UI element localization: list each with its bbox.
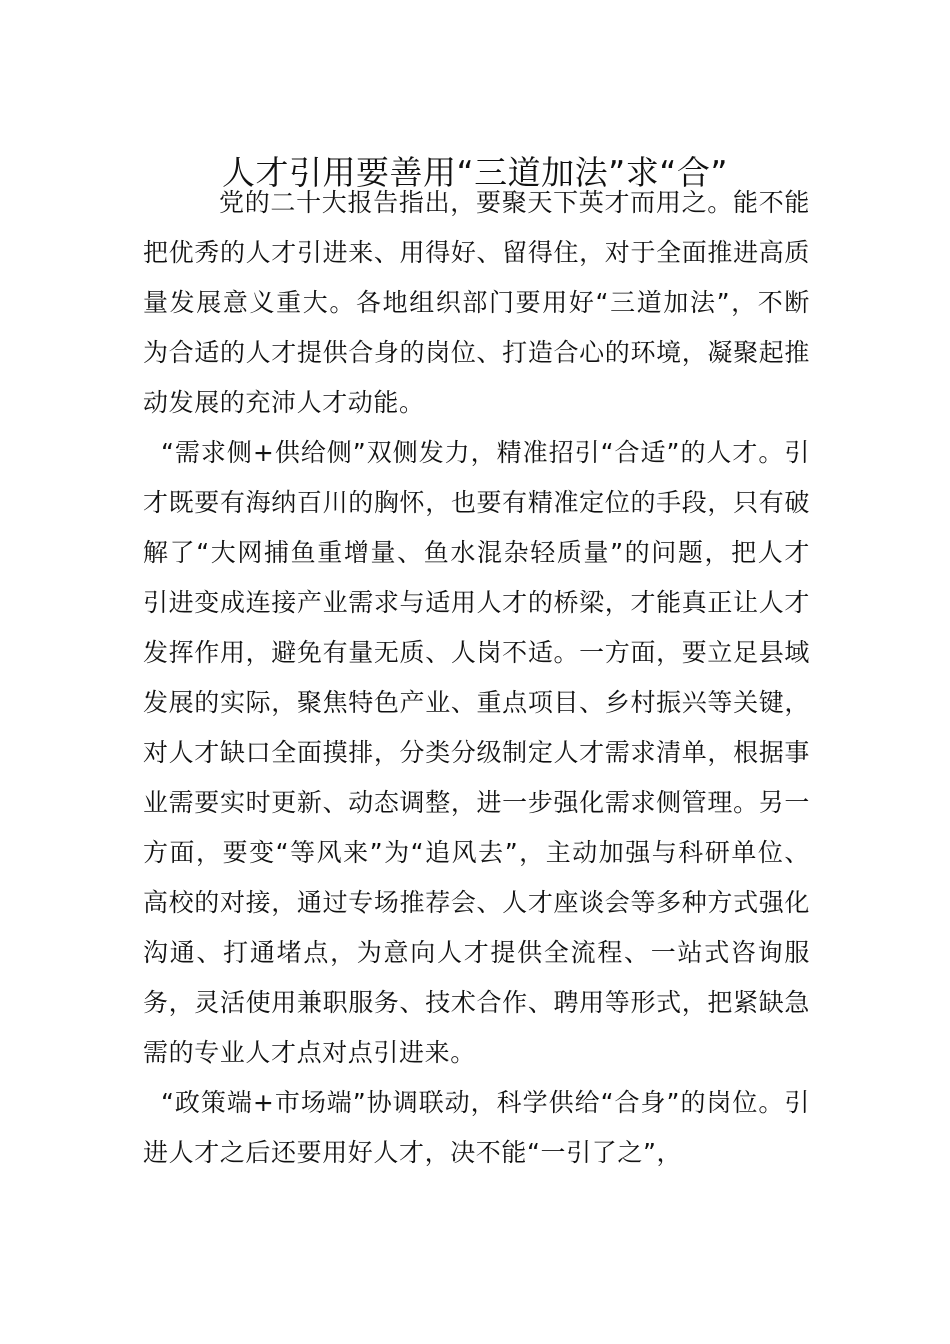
document-body [143, 178, 810, 1178]
paragraph-demand-supply: “需求侧+供给侧”双侧发力，精准招引“合适”的人才。引才既要有海纳百川的胸怀，也要有精准定位的手段，只有破解了“大网捕鱼重增量、鱼水混杂轻质量”的问题，把人才引进变成连接产业需求与适用人才的桥梁，才能真正让人才发挥作用，避免有量无质、人岗不适。一方面，要立足县域发展的实际，聚焦特色产业、重点项目、乡村振兴等关键，对人才缺口全面摸排，分类分级制定人才需求清单，根据事业需要实时更新、动态调整，进一步强化需求侧管理。另一方面，要变“等风来”为“追风去”，主动加强与科研单位、高校的对接，通过专场推荐会、人才座谈会等多种方式强化沟通、打通堵点，为意向人才提供全流程、一站式咨询服务，灵活使用兼职服务、技术合作、聘用等形式，把紧缺急需的专业人才点对点引进来。 [143, 438, 810, 1067]
paragraph-policy-market: “政策端+市场端”协调联动，科学供给“合身”的岗位。引进人才之后还要用好人才，决不能“一引了之”， [143, 1088, 810, 1167]
document-title: 人才引用要善用“三道加法”求“合” [222, 153, 728, 193]
paragraph-intro: 党的二十大报告指出，要聚天下英才而用之。能不能把优秀的人才引进来、用得好、留得住，对于全面推进高质量发展意义重大。各地组织部门要用好“三道加法”，不断为合适的人才提供合身的岗位、打造合心的环境，凝聚起推动发展的充沛人才动能。 [143, 188, 810, 417]
